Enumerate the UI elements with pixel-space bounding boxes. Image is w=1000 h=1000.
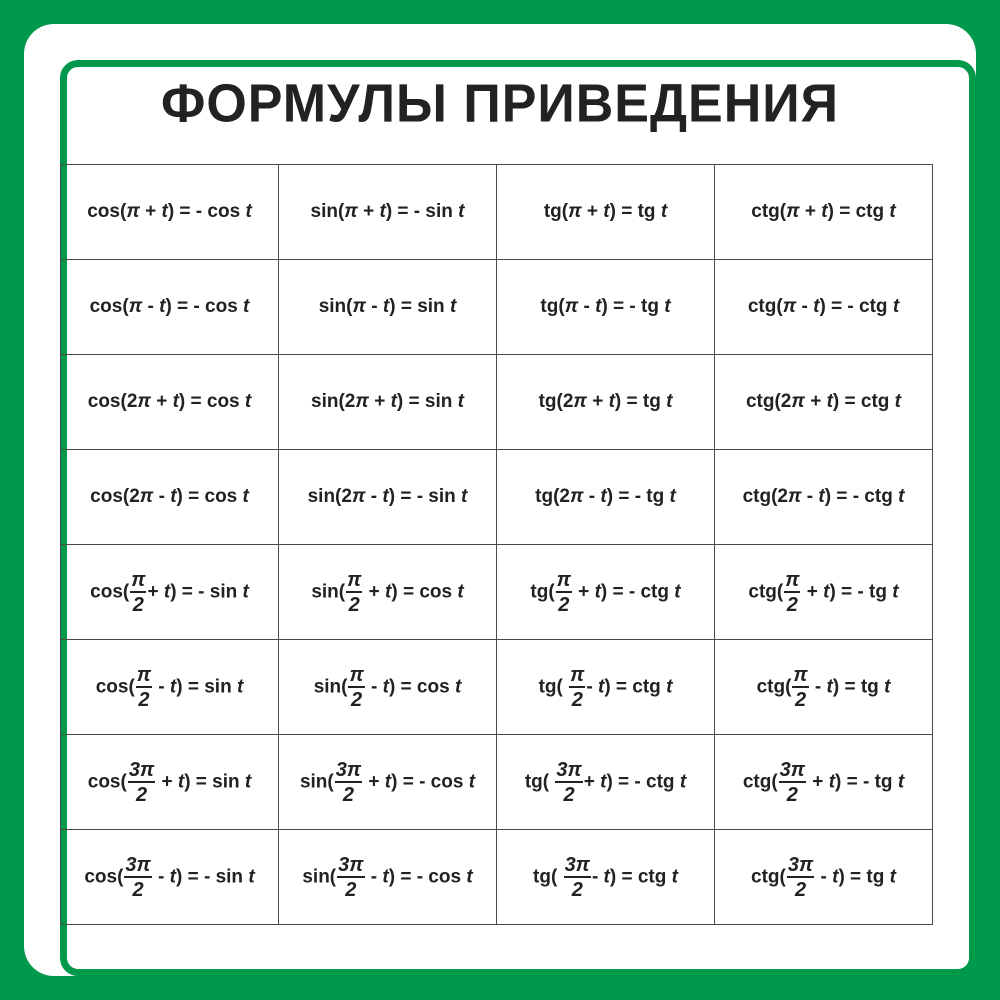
- formula-variable: π: [786, 201, 800, 222]
- fraction: [130, 570, 146, 615]
- fraction-denominator: 2: [132, 878, 144, 901]
- fraction-denominator: 2: [786, 593, 798, 616]
- formula-text: sin(: [310, 201, 345, 222]
- formula-variable: π: [782, 296, 797, 317]
- formula-cell: [497, 450, 715, 545]
- formula-text: ) = cos: [388, 676, 455, 698]
- page-title: ФОРМУЛЫ ПРИВЕДЕНИЯ: [160, 73, 840, 135]
- formula-text: ) = - cos: [388, 866, 467, 888]
- formula-text: +: [363, 771, 385, 793]
- fraction-numerator: 3π: [556, 758, 582, 781]
- formula-cell: [715, 640, 933, 735]
- formula-variable: t: [600, 486, 607, 507]
- fraction-denominator: 2: [138, 688, 150, 711]
- formula-cell: [715, 450, 933, 545]
- formula-text: sin(2: [307, 486, 352, 507]
- formula-cell: [279, 450, 497, 545]
- formula-variable: t: [382, 866, 389, 888]
- formula-variable: t: [236, 676, 244, 698]
- formula-text: -: [365, 676, 383, 698]
- formula-text: cos(2: [90, 486, 140, 507]
- formula-variable: t: [177, 771, 185, 793]
- formula-text: ctg(: [756, 676, 792, 698]
- fraction: [779, 760, 806, 805]
- formula-cell: [497, 545, 715, 640]
- formula-text: ) = - tg: [601, 296, 665, 317]
- fraction-numerator: 3π: [779, 758, 806, 781]
- fraction: [335, 760, 362, 805]
- formula-variable: t: [666, 391, 673, 412]
- formula-text: +: [368, 391, 391, 412]
- formula-variable: t: [660, 201, 668, 222]
- formula-variable: t: [832, 866, 839, 888]
- formula-cell: [715, 545, 933, 640]
- formula-variable: π: [355, 391, 369, 412]
- formula-text: +: [801, 581, 824, 603]
- formula-variable: t: [594, 581, 601, 603]
- formula-cell: [279, 830, 497, 925]
- formula-cell: [61, 450, 279, 545]
- formula-variable: t: [384, 771, 392, 793]
- formula-text: ) = - sin: [385, 201, 459, 222]
- formula-variable: π: [139, 486, 154, 507]
- formula-variable: π: [137, 391, 151, 412]
- formula-text: -: [801, 486, 819, 507]
- formula-cell: [715, 735, 933, 830]
- formula-text: -: [809, 676, 827, 698]
- fraction-denominator: 2: [563, 783, 575, 806]
- formula-text: tg(: [543, 201, 569, 222]
- formula-text: ) = ctg: [827, 201, 890, 222]
- formula-text: ) = ctg: [604, 676, 667, 698]
- formula-variable: π: [791, 391, 805, 412]
- table-row: [61, 640, 933, 735]
- formula-text: -: [142, 296, 160, 317]
- fraction-numerator: 3π: [128, 758, 155, 781]
- fraction-denominator: 2: [132, 593, 144, 616]
- formula-cell: [279, 260, 497, 355]
- formula-text: ) = tg: [832, 676, 885, 698]
- formula-cell: [715, 260, 933, 355]
- fraction-numerator: 3π: [338, 853, 364, 876]
- formula-text: ) = - ctg: [819, 296, 893, 317]
- formula-variable: t: [603, 201, 610, 222]
- fraction: [128, 760, 155, 805]
- fraction: [136, 665, 152, 710]
- fraction: [346, 570, 362, 615]
- formula-text: ctg(: [747, 296, 783, 317]
- formula-table: [60, 164, 933, 925]
- formula-variable: t: [889, 201, 896, 222]
- formula-text: tg(: [530, 581, 555, 603]
- fraction-numerator: 3π: [125, 853, 151, 876]
- formula-text: ) = - ctg: [606, 771, 680, 793]
- fraction-numerator: π: [556, 568, 571, 591]
- formula-text: +: [799, 201, 822, 222]
- formula-variable: t: [466, 866, 473, 888]
- formula-variable: π: [344, 201, 358, 222]
- formula-variable: t: [669, 486, 676, 507]
- formula-text: -: [153, 676, 170, 698]
- formula-text: ctg(2: [745, 391, 792, 412]
- formula-text: cos(: [87, 771, 127, 793]
- formula-text: ) = - cos: [165, 296, 244, 317]
- formula-text: -: [583, 486, 601, 507]
- formula-variable: t: [163, 581, 171, 603]
- formula-variable: t: [449, 296, 457, 317]
- formula-text: cos(2: [87, 391, 138, 412]
- formula-variable: t: [826, 676, 833, 698]
- formula-text: ctg(: [751, 866, 786, 888]
- formula-text: ) = ctg: [832, 391, 895, 412]
- formula-variable: π: [564, 296, 579, 317]
- fraction-numerator: π: [785, 568, 800, 591]
- formula-variable: t: [457, 581, 464, 603]
- formula-text: +: [804, 391, 827, 412]
- formula-text: cos(: [89, 296, 129, 317]
- fraction: [348, 665, 364, 710]
- formula-variable: t: [161, 201, 168, 222]
- formula-text: +: [581, 201, 604, 222]
- formula-variable: t: [468, 771, 476, 793]
- formula-cell: [61, 640, 279, 735]
- fraction-denominator: 2: [345, 878, 357, 901]
- formula-text: ) = - cos: [167, 201, 246, 222]
- formula-variable: t: [892, 581, 899, 603]
- formula-text: ) = cos: [178, 391, 245, 412]
- formula-text: +: [586, 391, 609, 412]
- formula-text: -: [815, 866, 833, 888]
- table-row: [61, 165, 933, 260]
- fraction: [337, 855, 364, 900]
- formula-text: ) = tg: [609, 201, 661, 222]
- formula-cell: [61, 260, 279, 355]
- formula-variable: π: [126, 201, 140, 222]
- formula-variable: t: [823, 581, 830, 603]
- fraction-denominator: 2: [348, 593, 360, 616]
- formula-text: sin(: [302, 866, 337, 888]
- fraction-denominator: 2: [342, 783, 354, 806]
- formula-text: +: [363, 581, 386, 603]
- formula-cell: [61, 355, 279, 450]
- formula-text: ) = sin: [184, 771, 245, 793]
- formula-text: +: [139, 201, 162, 222]
- formula-text: ) = - sin: [388, 486, 462, 507]
- formula-text: cos(: [90, 581, 130, 603]
- formula-variable: t: [818, 486, 825, 507]
- formula-text: ) = - tg: [835, 771, 898, 793]
- formula-variable: t: [595, 296, 602, 317]
- formula-text: ) = - ctg: [600, 581, 675, 603]
- formula-text: tg(: [538, 676, 569, 698]
- formula-text: tg(2: [538, 391, 574, 412]
- formula-text: ) = - ctg: [824, 486, 899, 507]
- formula-text: +: [583, 771, 601, 793]
- fraction: [564, 855, 591, 900]
- formula-text: ) = sin: [176, 676, 237, 698]
- formula-text: tg(: [524, 771, 555, 793]
- formula-text: ) = - cos: [391, 771, 469, 793]
- formula-cell: [61, 545, 279, 640]
- formula-text: ) = - sin: [170, 581, 243, 603]
- table-row: [61, 260, 933, 355]
- formula-text: +: [150, 391, 173, 412]
- fraction-numerator: 3π: [335, 758, 362, 781]
- fraction-numerator: π: [131, 568, 146, 591]
- formula-text: -: [153, 486, 171, 507]
- formula-text: +: [572, 581, 595, 603]
- formula-text: sin(: [311, 581, 346, 603]
- formula-variable: t: [169, 866, 176, 888]
- formula-variable: t: [245, 201, 252, 222]
- formula-text: -: [366, 296, 383, 317]
- formula-variable: t: [242, 581, 249, 603]
- formula-text: ) = - tg: [829, 581, 893, 603]
- formula-variable: t: [664, 296, 671, 317]
- formula-cell: [279, 640, 497, 735]
- formula-variable: t: [826, 391, 833, 412]
- formula-variable: t: [454, 676, 462, 698]
- formula-text: ctg(: [751, 201, 787, 222]
- formula-text: sin(: [318, 296, 353, 317]
- formula-cell: [279, 165, 497, 260]
- formula-text: sin(2: [311, 391, 356, 412]
- formula-variable: t: [597, 676, 605, 698]
- formula-text: ctg(2: [742, 486, 788, 507]
- fraction: [124, 855, 151, 900]
- formula-text: -: [365, 866, 383, 888]
- fraction-denominator: 2: [135, 783, 148, 806]
- formula-variable: t: [674, 581, 681, 603]
- formula-variable: π: [128, 296, 143, 317]
- formula-text: tg(2: [535, 486, 570, 507]
- formula-cell: [497, 355, 715, 450]
- formula-cell: [61, 735, 279, 830]
- fraction-denominator: 2: [786, 783, 798, 806]
- formula-variable: t: [600, 771, 607, 793]
- formula-variable: t: [172, 391, 179, 412]
- formula-text: ctg(: [748, 581, 784, 603]
- formula-variable: t: [884, 676, 891, 698]
- formula-variable: t: [382, 676, 389, 698]
- formula-variable: t: [243, 296, 250, 317]
- formula-cell: [61, 165, 279, 260]
- formula-text: ) = sin: [396, 391, 458, 412]
- formula-variable: t: [603, 866, 610, 888]
- fraction-denominator: 2: [794, 878, 807, 901]
- formula-text: ) = cos: [391, 581, 458, 603]
- formula-text: -: [365, 486, 383, 507]
- formula-text: cos(: [95, 676, 135, 698]
- table-row: [61, 355, 933, 450]
- fraction: [792, 665, 808, 710]
- formula-variable: t: [242, 486, 249, 507]
- fraction-numerator: π: [570, 663, 585, 686]
- fraction-denominator: 2: [794, 688, 807, 711]
- formula-text: ) = sin: [389, 296, 450, 317]
- table-row: [61, 545, 933, 640]
- fraction-denominator: 2: [351, 688, 363, 711]
- formula-cell: [279, 545, 497, 640]
- formula-variable: t: [828, 771, 836, 793]
- formula-text: ) = tg: [838, 866, 890, 888]
- formula-cell: [279, 355, 497, 450]
- fraction: [556, 570, 572, 615]
- formula-text: ) = ctg: [609, 866, 672, 888]
- fraction-numerator: π: [793, 663, 808, 686]
- formula-text: ) = - sin: [176, 866, 249, 888]
- formula-text: tg(: [533, 866, 563, 888]
- formula-variable: t: [382, 486, 389, 507]
- formula-text: ) = tg: [614, 391, 667, 412]
- formula-variable: t: [813, 296, 820, 317]
- fraction-denominator: 2: [571, 688, 583, 711]
- formula-variable: t: [898, 486, 905, 507]
- formula-text: cos(: [87, 201, 127, 222]
- formula-variable: t: [897, 771, 905, 793]
- formula-cell: [497, 165, 715, 260]
- formula-text: -: [578, 296, 596, 317]
- formula-variable: t: [892, 296, 900, 317]
- formula-cell: [61, 830, 279, 925]
- formula-variable: t: [244, 771, 252, 793]
- fraction-numerator: π: [347, 568, 362, 591]
- table-row: [61, 735, 933, 830]
- formula-variable: π: [787, 486, 802, 507]
- fraction: [569, 665, 585, 710]
- formula-variable: π: [573, 391, 587, 412]
- formula-cell: [279, 735, 497, 830]
- formula-variable: t: [666, 676, 673, 698]
- formula-text: cos(: [84, 866, 124, 888]
- formula-variable: t: [379, 201, 386, 222]
- formula-variable: π: [352, 296, 367, 317]
- formula-cell: [715, 830, 933, 925]
- fraction-denominator: 2: [558, 593, 570, 616]
- formula-variable: t: [169, 676, 177, 698]
- formula-variable: t: [170, 486, 177, 507]
- formula-variable: t: [382, 296, 390, 317]
- formula-cell: [497, 830, 715, 925]
- formula-variable: t: [159, 296, 166, 317]
- formula-variable: t: [461, 486, 468, 507]
- formula-cell: [497, 640, 715, 735]
- fraction-numerator: 3π: [564, 853, 590, 876]
- formula-variable: t: [390, 391, 397, 412]
- formula-text: -: [591, 866, 604, 888]
- fraction: [784, 570, 800, 615]
- formula-cell: [497, 260, 715, 355]
- formula-variable: t: [458, 201, 465, 222]
- formula-text: -: [586, 676, 598, 698]
- formula-text: -: [152, 866, 170, 888]
- formula-text: +: [156, 771, 178, 793]
- formula-variable: π: [569, 486, 584, 507]
- table-row: [61, 830, 933, 925]
- formula-text: sin(: [299, 771, 334, 793]
- formula-variable: t: [821, 201, 828, 222]
- formula-text: sin(: [313, 676, 348, 698]
- formula-text: ) = cos: [176, 486, 243, 507]
- formula-text: ) = - tg: [606, 486, 670, 507]
- formula-text: +: [807, 771, 829, 793]
- fraction-denominator: 2: [571, 878, 583, 901]
- formula-variable: t: [679, 771, 687, 793]
- formula-variable: t: [248, 866, 255, 888]
- formula-cell: [715, 165, 933, 260]
- fraction: [787, 855, 814, 900]
- table-row: [61, 450, 933, 545]
- formula-variable: t: [385, 581, 392, 603]
- formula-text: tg(: [540, 296, 565, 317]
- formula-variable: t: [671, 866, 678, 888]
- formula-variable: t: [608, 391, 615, 412]
- fraction-numerator: π: [349, 663, 364, 686]
- formula-variable: t: [244, 391, 252, 412]
- formula-variable: π: [351, 486, 366, 507]
- fraction-numerator: 3π: [787, 853, 814, 876]
- formula-cell: [497, 735, 715, 830]
- formula-text: ctg(: [742, 771, 778, 793]
- formula-variable: π: [568, 201, 582, 222]
- fraction: [555, 760, 582, 805]
- formula-text: +: [147, 581, 164, 603]
- formula-text: -: [796, 296, 814, 317]
- formula-variable: t: [457, 391, 464, 412]
- formula-text: +: [357, 201, 380, 222]
- formula-variable: t: [894, 391, 901, 412]
- fraction-numerator: π: [136, 663, 152, 686]
- formula-cell: [715, 355, 933, 450]
- formula-variable: t: [889, 866, 896, 888]
